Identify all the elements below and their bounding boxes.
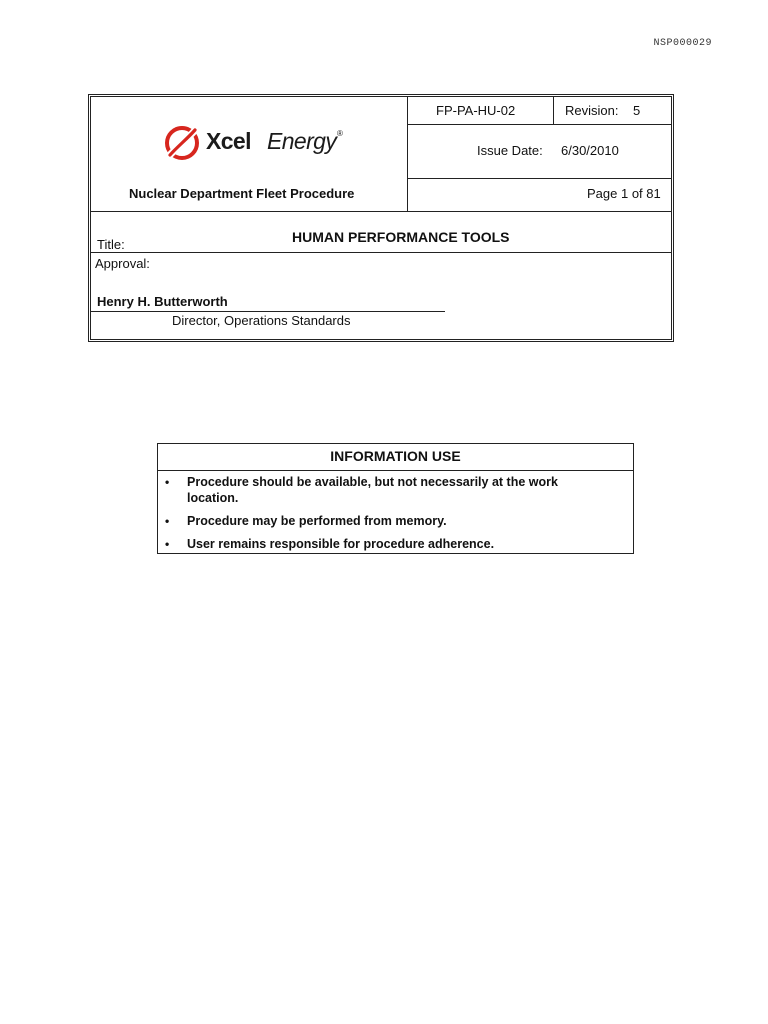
registered-mark: ® (337, 129, 343, 138)
doc-number: FP-PA-HU-02 (436, 103, 516, 118)
list-item-text: User remains responsible for procedure adherence. (187, 537, 495, 551)
title-label: Title: (97, 237, 125, 252)
bullet-icon: • (165, 537, 170, 551)
list-item (158, 513, 597, 529)
approval-label: Approval: (95, 256, 150, 271)
list-item (158, 474, 597, 506)
title-row-divider (91, 211, 671, 212)
revision-label: Revision: (565, 103, 619, 118)
approver-name: Henry H. Butterworth (97, 294, 228, 309)
information-use-heading: INFORMATION USE (158, 444, 633, 471)
issue-date-value: 6/30/2010 (561, 143, 619, 158)
bullet-icon: • (165, 514, 170, 528)
signature-line (91, 311, 445, 312)
logo-column-divider (407, 97, 408, 211)
revision-value: 5 (633, 103, 641, 118)
bullet-icon: • (165, 475, 170, 489)
page-info: Page 1 of 81 (587, 186, 661, 201)
approver-title: Director, Operations Standards (172, 313, 351, 328)
information-use-list (158, 474, 633, 559)
list-item (158, 536, 597, 552)
logo-text-energy: Energy (267, 128, 337, 154)
list-item-text: Procedure may be performed from memory. (187, 514, 447, 528)
issue-date-divider (407, 178, 671, 179)
logo-text-xcel: Xcel (206, 128, 251, 154)
approval-row-divider (91, 252, 671, 253)
xcel-energy-logo (164, 124, 354, 164)
xcel-swoosh-icon (164, 124, 200, 162)
bates-number: NSP000029 (653, 38, 712, 49)
issue-date-label: Issue Date: (477, 143, 543, 158)
list-item-text: Procedure should be available, but not necessarily at the work location. (187, 475, 558, 505)
information-use-box (157, 443, 634, 554)
procedure-type: Nuclear Department Fleet Procedure (129, 186, 355, 201)
doc-number-divider (407, 124, 671, 125)
document-title: HUMAN PERFORMANCE TOOLS (292, 229, 510, 245)
revision-column-divider (553, 97, 554, 124)
